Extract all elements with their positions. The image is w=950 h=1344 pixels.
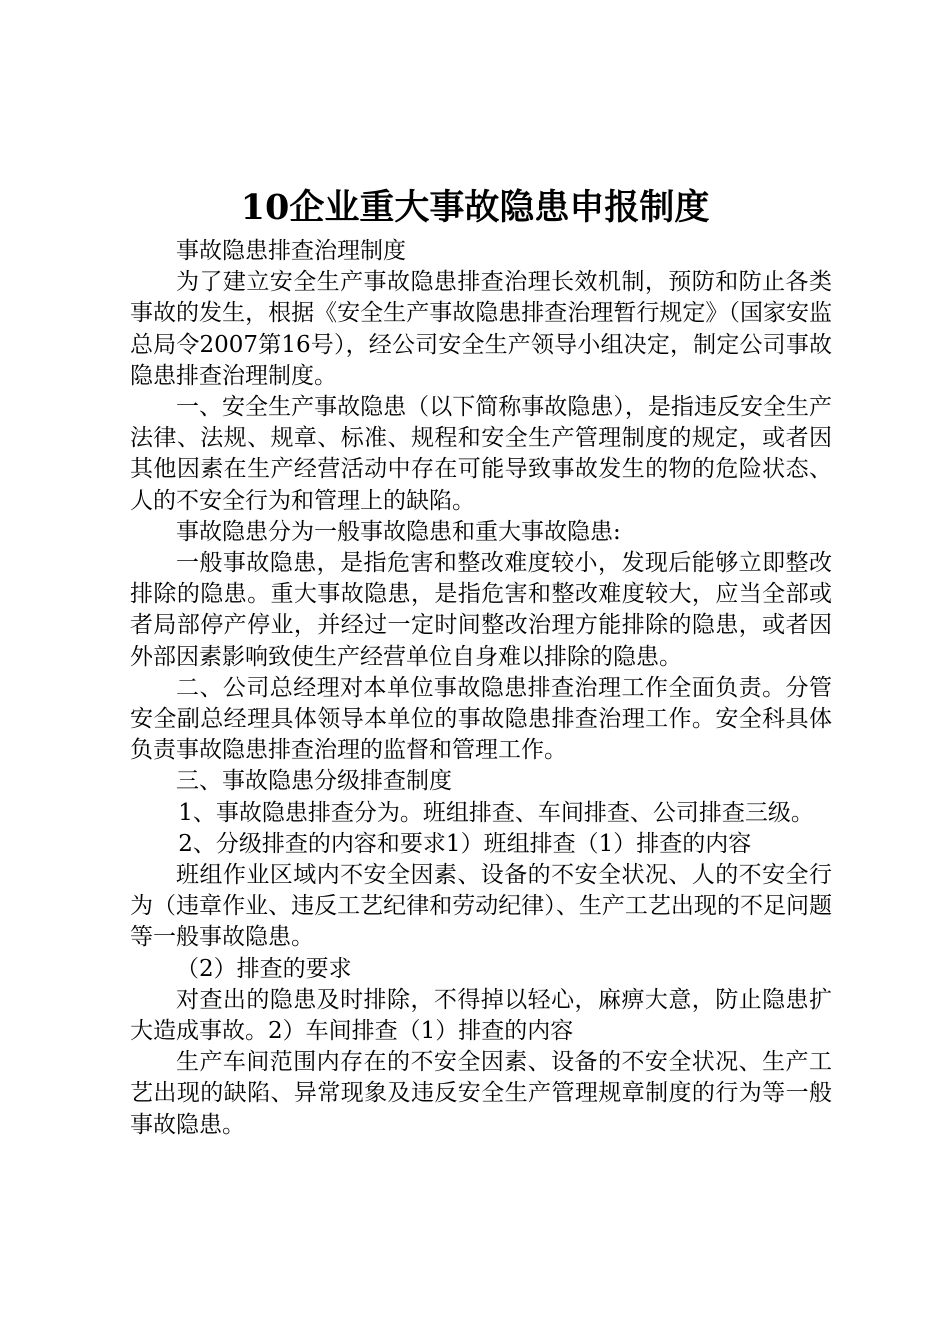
paragraph-definition: 一、安全生产事故隐患（以下简称事故隐患），是指违反安全生产法律、法规、规章、标准、规程和安全生产管理制度的规定，或者因其他因素在生产经营活动中存在可能导致事故发生的物的危险状态、人的不安全行为和管理上的缺陷。 (130, 394, 832, 514)
paragraph-team-content: 班组作业区域内不安全因素、设备的不安全状况、人的不安全行为（违章作业、违反工艺纪律和劳动纪律）、生产工艺出现的不足问题等一般事故隐患。 (130, 862, 832, 951)
paragraph-responsibility: 二、公司总经理对本单位事故隐患排查治理工作全面负责。分管安全副总经理具体领导本单位的事故隐患排查治理工作。安全科具体负责事故隐患排查治理的监督和管理工作。 (130, 674, 832, 764)
page-title: 10企业重大事故隐患申报制度 (240, 187, 710, 228)
document-body (130, 236, 832, 1141)
paragraph-workshop-content: 生产车间范围内存在的不安全因素、设备的不安全状况、生产工艺出现的缺陷、异常现象及违反安全生产管理规章制度的行为等一般事故隐患。 (130, 1049, 832, 1138)
paragraph-section-heading: 事故隐患排查治理制度 (176, 238, 406, 264)
paragraph-purpose: 为了建立安全生产事故隐患排查治理长效机制，预防和防止各类事故的发生，根据《安全生产事故隐患排查治理暂行规定》（国家安监总局令2007第16号），经公司安全生产领导小组决定，制定公司事故隐患排查治理制度。 (130, 269, 832, 389)
paragraph-general-major: 一般事故隐患，是指危害和整改难度较小，发现后能够立即整改排除的隐患。重大事故隐患，是指危害和整改难度较大，应当全部或者局部停产停业，并经过一定时间整改治理方能排除的隐患，或者因外部因素影响致使生产经营单位自身难以排除的隐患。 (130, 550, 832, 670)
paragraph-grading-heading: 三、事故隐患分级排查制度 (176, 768, 452, 795)
paragraph-team-requirements: （2）排查的要求 (176, 955, 352, 982)
paragraph-workshop-check: 对查出的隐患及时排除，不得掉以轻心，麻痹大意，防止隐患扩大造成事故。2）车间排查（1）排查的内容 (130, 986, 832, 1045)
paragraph-content-requirements: 2、分级排查的内容和要求1）班组排查（1）排查的内容 (178, 830, 752, 857)
paragraph-levels: 1、事故隐患排查分为。班组排查、车间排查、公司排查三级。 (178, 799, 814, 826)
paragraph-classification: 事故隐患分为一般事故隐患和重大事故隐患: (176, 518, 621, 545)
